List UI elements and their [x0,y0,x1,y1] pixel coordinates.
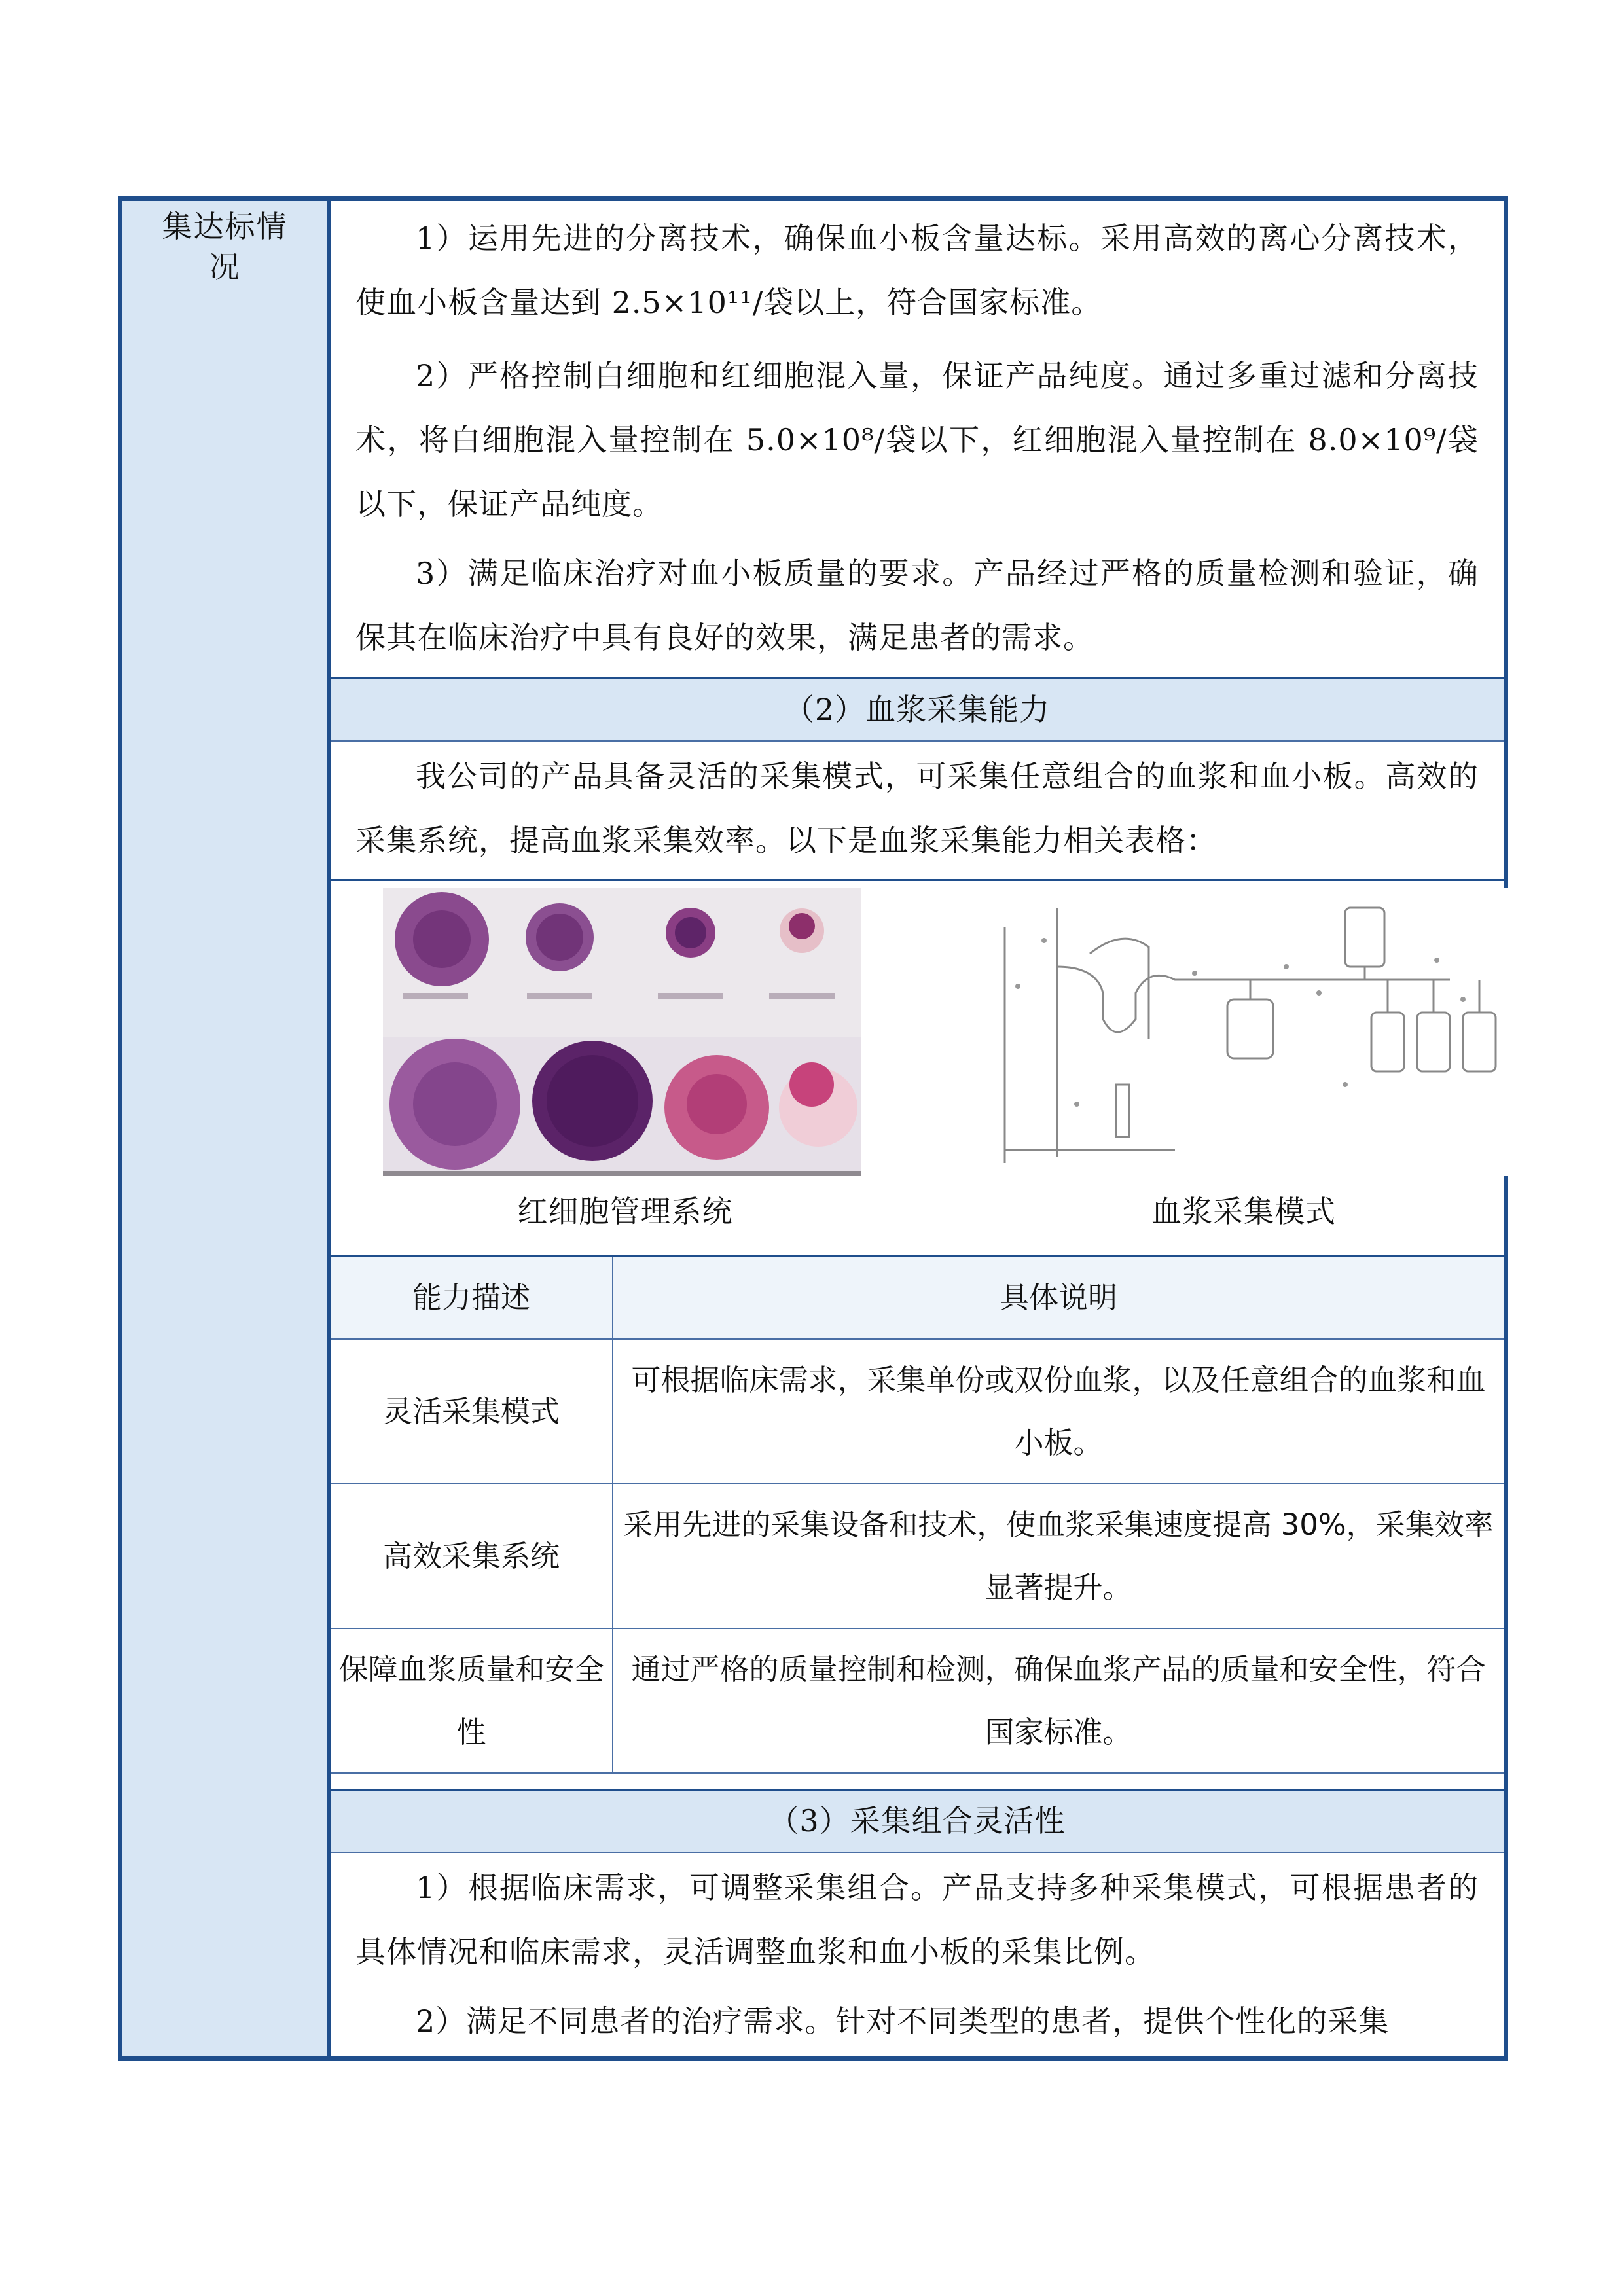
document-table-frame [118,196,1508,2061]
table-row [331,1484,1504,1628]
content-column [331,201,1504,2056]
image-right-caption: 血浆采集模式 [1151,1194,1336,1229]
section3-paragraph-2: 2）满足不同患者的治疗需求。针对不同类型的患者，提供个性化的采集 [416,2003,1390,2039]
capability-table [331,1257,1504,1774]
left-label: 集达标情况 [162,209,288,285]
left-label-column [122,201,331,2056]
section2-intro: 我公司的产品具备灵活的采集模式，可采集任意组合的血浆和血小板。高效的采集系统，提高血浆采集效率。以下是血浆采集能力相关表格： [355,759,1479,858]
divider [331,879,1504,881]
section1-paragraph-1: 1）运用先进的分离技术，确保血小板含量达标。采用高效的离心分离技术，使血小板含量达到 2.5×10¹¹/袋以上，符合国家标准。 [355,221,1479,320]
table-row [331,1339,1504,1484]
plasma-collection-diagram [979,888,1509,1176]
section3-heading: （3）采集组合灵活性 [331,1791,1504,1852]
table-cell: 通过严格的质量控制和检测，确保血浆产品的质量和安全性，符合国家标准。 [613,1628,1504,1773]
table-cell: 可根据临床需求，采集单份或双份血浆，以及任意组合的血浆和血小板。 [613,1339,1504,1484]
section1-paragraph-2: 2）严格控制白细胞和红细胞混入量，保证产品纯度。通过多重过滤和分离技术，将白细胞混入量控制在 5.0×10⁸/袋以下，红细胞混入量控制在 8.0×10⁹/袋以下，保证产品纯度。 [355,358,1479,522]
table-cell: 灵活采集模式 [331,1339,613,1484]
table-cell: 高效采集系统 [331,1484,613,1628]
table-header-cell: 具体说明 [613,1257,1504,1339]
table-cell: 采用先进的采集设备和技术，使血浆采集速度提高 30%，采集效率显著提升。 [613,1484,1504,1628]
table-row [331,1628,1504,1773]
table-header-cell: 能力描述 [331,1257,613,1339]
table-cell: 保障血浆质量和安全性 [331,1628,613,1773]
section2-heading: （2）血浆采集能力 [331,679,1504,740]
section3-paragraph-1: 1）根据临床需求，可调整采集组合。产品支持多种采集模式，可根据患者的具体情况和临床需求，灵活调整血浆和血小板的采集比例。 [355,1870,1479,1969]
image-left-caption: 红细胞管理系统 [517,1194,733,1229]
divider [331,740,1504,742]
divider [331,1852,1504,1853]
red-cell-microscopy-image [383,888,861,1176]
table-header-row [331,1257,1504,1339]
section1-paragraph-3: 3）满足临床治疗对血小板质量的要求。产品经过严格的质量检测和验证，确保其在临床治疗中具有良好的效果，满足患者的需求。 [355,556,1479,655]
